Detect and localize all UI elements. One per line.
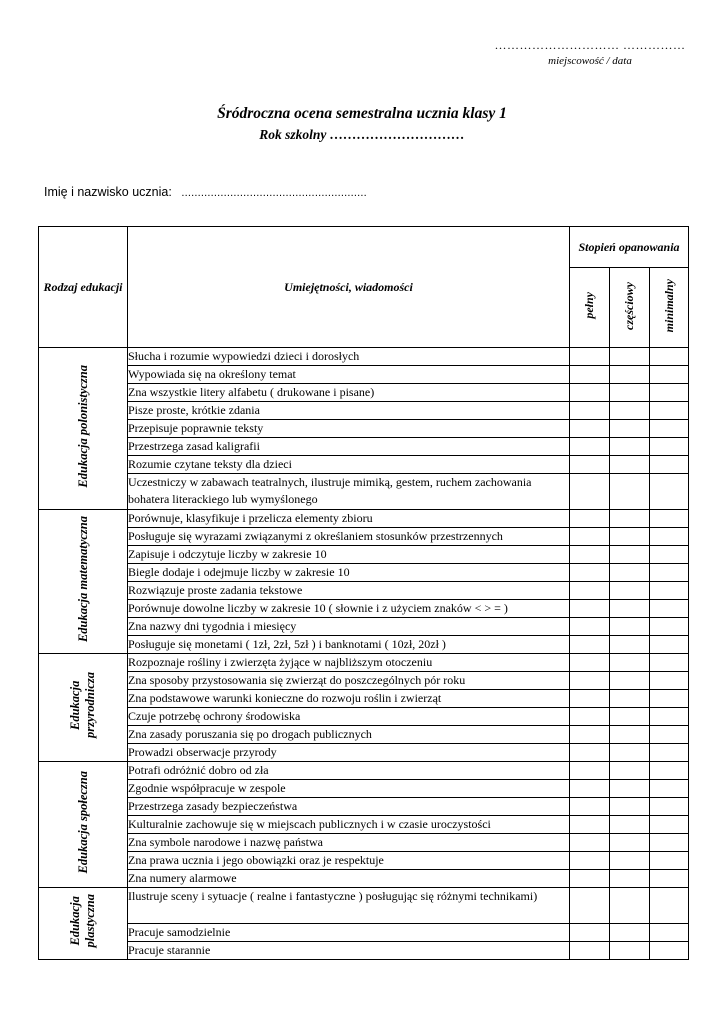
table-row <box>39 870 689 888</box>
table-row <box>39 474 689 510</box>
mark-cell-full[interactable] <box>570 564 610 582</box>
skill-cell: Pisze proste, krótkie zdania <box>128 402 570 420</box>
col-header-level-minimal <box>650 268 689 348</box>
skill-cell: Posługuje się wyrazami związanymi z określaniem stosunków przestrzennych <box>128 528 570 546</box>
table-row <box>39 618 689 636</box>
mark-cell-full[interactable] <box>570 690 610 708</box>
table-row <box>39 834 689 852</box>
mark-cell-full[interactable] <box>570 816 610 834</box>
mark-cell-full[interactable] <box>570 852 610 870</box>
skill-cell: Czuje potrzebę ochrony środowiska <box>128 708 570 726</box>
section-label: Edukacja polonistyczna <box>75 364 90 488</box>
mark-cell-partial[interactable] <box>610 564 650 582</box>
mark-cell-minimal[interactable] <box>650 582 689 600</box>
mark-cell-partial[interactable] <box>610 402 650 420</box>
mark-cell-partial[interactable] <box>610 888 650 924</box>
mark-cell-full[interactable] <box>570 582 610 600</box>
table-row <box>39 708 689 726</box>
section-label-cell <box>39 348 128 510</box>
skill-cell: Pracuje samodzielnie <box>128 924 570 942</box>
table-row <box>39 798 689 816</box>
table-row <box>39 564 689 582</box>
col-header-skills: Umiejętności, wiadomości <box>128 227 570 348</box>
student-name-label: Imię i nazwisko ucznia: <box>44 185 172 199</box>
mark-cell-partial[interactable] <box>610 798 650 816</box>
mark-cell-minimal[interactable] <box>650 726 689 744</box>
mark-cell-partial[interactable] <box>610 852 650 870</box>
mark-cell-minimal[interactable] <box>650 798 689 816</box>
mark-cell-full[interactable] <box>570 942 610 960</box>
mark-cell-full[interactable] <box>570 726 610 744</box>
mark-cell-partial[interactable] <box>610 582 650 600</box>
mark-cell-full[interactable] <box>570 888 610 924</box>
section-label: Edukacja matematyczna <box>75 515 90 643</box>
mark-cell-full[interactable] <box>570 456 610 474</box>
mark-cell-minimal[interactable] <box>650 564 689 582</box>
col-header-level: Stopień opanowania <box>570 227 689 268</box>
skill-cell: Ilustruje sceny i sytuacje ( realne i fantastyczne ) posługując się różnymi technikami) <box>128 888 570 924</box>
mark-cell-partial[interactable] <box>610 654 650 672</box>
mark-cell-minimal[interactable] <box>650 402 689 420</box>
table-row <box>39 348 689 366</box>
mark-cell-full[interactable] <box>570 420 610 438</box>
mark-cell-full[interactable] <box>570 924 610 942</box>
table-row <box>39 924 689 942</box>
mark-cell-full[interactable] <box>570 528 610 546</box>
mark-cell-minimal[interactable] <box>650 600 689 618</box>
mark-cell-minimal[interactable] <box>650 348 689 366</box>
skill-cell: Kulturalnie zachowuje się w miejscach publicznych i w czasie uroczystości <box>128 816 570 834</box>
mark-cell-minimal[interactable] <box>650 942 689 960</box>
mark-cell-partial[interactable] <box>610 744 650 762</box>
mark-cell-partial[interactable] <box>610 546 650 564</box>
skill-cell: Wypowiada się na określony temat <box>128 366 570 384</box>
table-row <box>39 582 689 600</box>
section-label: Edukacja plastyczna <box>68 894 97 948</box>
document-title: Śródroczna ocena semestralna ucznia klasy 1 <box>217 105 507 122</box>
mark-cell-partial[interactable] <box>610 690 650 708</box>
mark-cell-partial[interactable] <box>610 618 650 636</box>
table-row <box>39 744 689 762</box>
mark-cell-full[interactable] <box>570 546 610 564</box>
table-row <box>39 366 689 384</box>
skill-cell: Rozwiązuje proste zadania tekstowe <box>128 582 570 600</box>
skill-cell: Prowadzi obserwacje przyrody <box>128 744 570 762</box>
skill-cell: Pracuje starannie <box>128 942 570 960</box>
mark-cell-minimal[interactable] <box>650 816 689 834</box>
mark-cell-partial[interactable] <box>610 636 650 654</box>
level-label: pełny <box>582 292 596 319</box>
mark-cell-minimal[interactable] <box>650 456 689 474</box>
mark-cell-partial[interactable] <box>610 384 650 402</box>
skill-cell: Posługuje się monetami ( 1zł, 2zł, 5zł ) i banknotami ( 10zł, 20zł ) <box>128 636 570 654</box>
skill-cell: Słucha i rozumie wypowiedzi dzieci i dorosłych <box>128 348 570 366</box>
table-row <box>39 600 689 618</box>
section-label: Edukacja społeczna <box>75 770 90 874</box>
mark-cell-full[interactable] <box>570 510 610 528</box>
level-label: częściowy <box>622 281 636 330</box>
level-label: minimalny <box>661 278 676 333</box>
skill-cell: Zna podstawowe warunki konieczne do rozwoju roślin i zwierząt <box>128 690 570 708</box>
table-row <box>39 654 689 672</box>
skill-cell: Zapisuje i odczytuje liczby w zakresie 10 <box>128 546 570 564</box>
section-label-cell <box>39 654 128 762</box>
mark-cell-partial[interactable] <box>610 942 650 960</box>
table-row <box>39 888 689 924</box>
mark-cell-full[interactable] <box>570 618 610 636</box>
skill-cell: Zna symbole narodowe i nazwę państwa <box>128 834 570 852</box>
mark-cell-partial[interactable] <box>610 420 650 438</box>
mark-cell-partial[interactable] <box>610 528 650 546</box>
mark-cell-minimal[interactable] <box>650 762 689 780</box>
mark-cell-full[interactable] <box>570 798 610 816</box>
mark-cell-partial[interactable] <box>610 600 650 618</box>
mark-cell-partial[interactable] <box>610 816 650 834</box>
mark-cell-minimal[interactable] <box>650 636 689 654</box>
place-date-caption: miejscowość / data <box>548 55 632 67</box>
table-row <box>39 690 689 708</box>
place-date-dots: ………………………… …………… <box>494 38 686 52</box>
skill-cell: Przestrzega zasady bezpieczeństwa <box>128 798 570 816</box>
section-label-cell <box>39 762 128 888</box>
table-row <box>39 438 689 456</box>
mark-cell-full[interactable] <box>570 348 610 366</box>
mark-cell-full[interactable] <box>570 654 610 672</box>
skill-cell: Rozpoznaje rośliny i zwierzęta żyjące w najbliższym otoczeniu <box>128 654 570 672</box>
mark-cell-minimal[interactable] <box>650 852 689 870</box>
mark-cell-full[interactable] <box>570 384 610 402</box>
mark-cell-minimal[interactable] <box>650 834 689 852</box>
table-row <box>39 852 689 870</box>
skill-cell: Zna sposoby przystosowania się zwierząt do poszczególnych pór roku <box>128 672 570 690</box>
table-row <box>39 726 689 744</box>
mark-cell-minimal[interactable] <box>650 780 689 798</box>
mark-cell-minimal[interactable] <box>650 420 689 438</box>
table-row <box>39 402 689 420</box>
mark-cell-full[interactable] <box>570 438 610 456</box>
mark-cell-full[interactable] <box>570 870 610 888</box>
mark-cell-full[interactable] <box>570 672 610 690</box>
section-label: Edukacja przyrodnicza <box>68 672 97 738</box>
mark-cell-minimal[interactable] <box>650 384 689 402</box>
table-row <box>39 636 689 654</box>
mark-cell-full[interactable] <box>570 708 610 726</box>
mark-cell-full[interactable] <box>570 762 610 780</box>
table-row <box>39 456 689 474</box>
mark-cell-minimal[interactable] <box>650 474 689 510</box>
table-row <box>39 420 689 438</box>
mark-cell-partial[interactable] <box>610 510 650 528</box>
mark-cell-minimal[interactable] <box>650 690 689 708</box>
skill-cell: Uczestniczy w zabawach teatralnych, ilustruje mimiką, gestem, ruchem zachowania bohatera literackiego lub wymyślonego <box>128 474 570 510</box>
skill-cell: Zna zasady poruszania się po drogach publicznych <box>128 726 570 744</box>
mark-cell-minimal[interactable] <box>650 654 689 672</box>
place-date-field <box>480 38 700 68</box>
mark-cell-partial[interactable] <box>610 456 650 474</box>
skill-cell: Potrafi odróżnić dobro od zła <box>128 762 570 780</box>
mark-cell-partial[interactable] <box>610 870 650 888</box>
table-row <box>39 816 689 834</box>
mark-cell-minimal[interactable] <box>650 510 689 528</box>
mark-cell-minimal[interactable] <box>650 870 689 888</box>
student-name-line <box>44 184 367 201</box>
mark-cell-partial[interactable] <box>610 780 650 798</box>
mark-cell-full[interactable] <box>570 366 610 384</box>
col-header-level-full <box>570 268 610 348</box>
skill-cell: Przepisuje poprawnie teksty <box>128 420 570 438</box>
skill-cell: Porównuje dowolne liczby w zakresie 10 ( słownie i z użyciem znaków < > = ) <box>128 600 570 618</box>
table-row <box>39 528 689 546</box>
table-row <box>39 762 689 780</box>
mark-cell-minimal[interactable] <box>650 924 689 942</box>
mark-cell-partial[interactable] <box>610 762 650 780</box>
skill-cell: Zna numery alarmowe <box>128 870 570 888</box>
mark-cell-minimal[interactable] <box>650 744 689 762</box>
mark-cell-minimal[interactable] <box>650 618 689 636</box>
mark-cell-partial[interactable] <box>610 438 650 456</box>
mark-cell-partial[interactable] <box>610 348 650 366</box>
mark-cell-minimal[interactable] <box>650 366 689 384</box>
mark-cell-partial[interactable] <box>610 924 650 942</box>
school-year-line: Rok szkolny ………………………… <box>259 127 465 142</box>
col-header-kind: Rodzaj edukacji <box>39 227 128 348</box>
student-name-dots[interactable]: ......................................................... <box>181 187 367 199</box>
table-row <box>39 510 689 528</box>
assessment-table-body <box>39 348 689 960</box>
mark-cell-minimal[interactable] <box>650 528 689 546</box>
skill-cell: Biegle dodaje i odejmuje liczby w zakresie 10 <box>128 564 570 582</box>
skill-cell: Przestrzega zasad kaligrafii <box>128 438 570 456</box>
mark-cell-full[interactable] <box>570 780 610 798</box>
mark-cell-partial[interactable] <box>610 672 650 690</box>
table-row <box>39 546 689 564</box>
skill-cell: Zna nazwy dni tygodnia i miesięcy <box>128 618 570 636</box>
assessment-table <box>38 226 689 960</box>
col-header-level-partial <box>610 268 650 348</box>
mark-cell-full[interactable] <box>570 474 610 510</box>
table-row <box>39 942 689 960</box>
mark-cell-partial[interactable] <box>610 726 650 744</box>
mark-cell-full[interactable] <box>570 600 610 618</box>
table-row <box>39 780 689 798</box>
mark-cell-partial[interactable] <box>610 834 650 852</box>
table-row <box>39 672 689 690</box>
skill-cell: Zna wszystkie litery alfabetu ( drukowane i pisane) <box>128 384 570 402</box>
section-label-cell <box>39 888 128 960</box>
mark-cell-minimal[interactable] <box>650 672 689 690</box>
mark-cell-minimal[interactable] <box>650 888 689 924</box>
section-label-cell <box>39 510 128 654</box>
mark-cell-minimal[interactable] <box>650 708 689 726</box>
mark-cell-partial[interactable] <box>610 366 650 384</box>
skill-cell: Rozumie czytane teksty dla dzieci <box>128 456 570 474</box>
skill-cell: Porównuje, klasyfikuje i przelicza elementy zbioru <box>128 510 570 528</box>
mark-cell-full[interactable] <box>570 834 610 852</box>
skill-cell: Zgodnie współpracuje w zespole <box>128 780 570 798</box>
mark-cell-minimal[interactable] <box>650 546 689 564</box>
table-row <box>39 384 689 402</box>
mark-cell-partial[interactable] <box>610 708 650 726</box>
mark-cell-full[interactable] <box>570 744 610 762</box>
mark-cell-full[interactable] <box>570 402 610 420</box>
mark-cell-full[interactable] <box>570 636 610 654</box>
skill-cell: Zna prawa ucznia i jego obowiązki oraz je respektuje <box>128 852 570 870</box>
mark-cell-minimal[interactable] <box>650 438 689 456</box>
mark-cell-partial[interactable] <box>610 474 650 510</box>
